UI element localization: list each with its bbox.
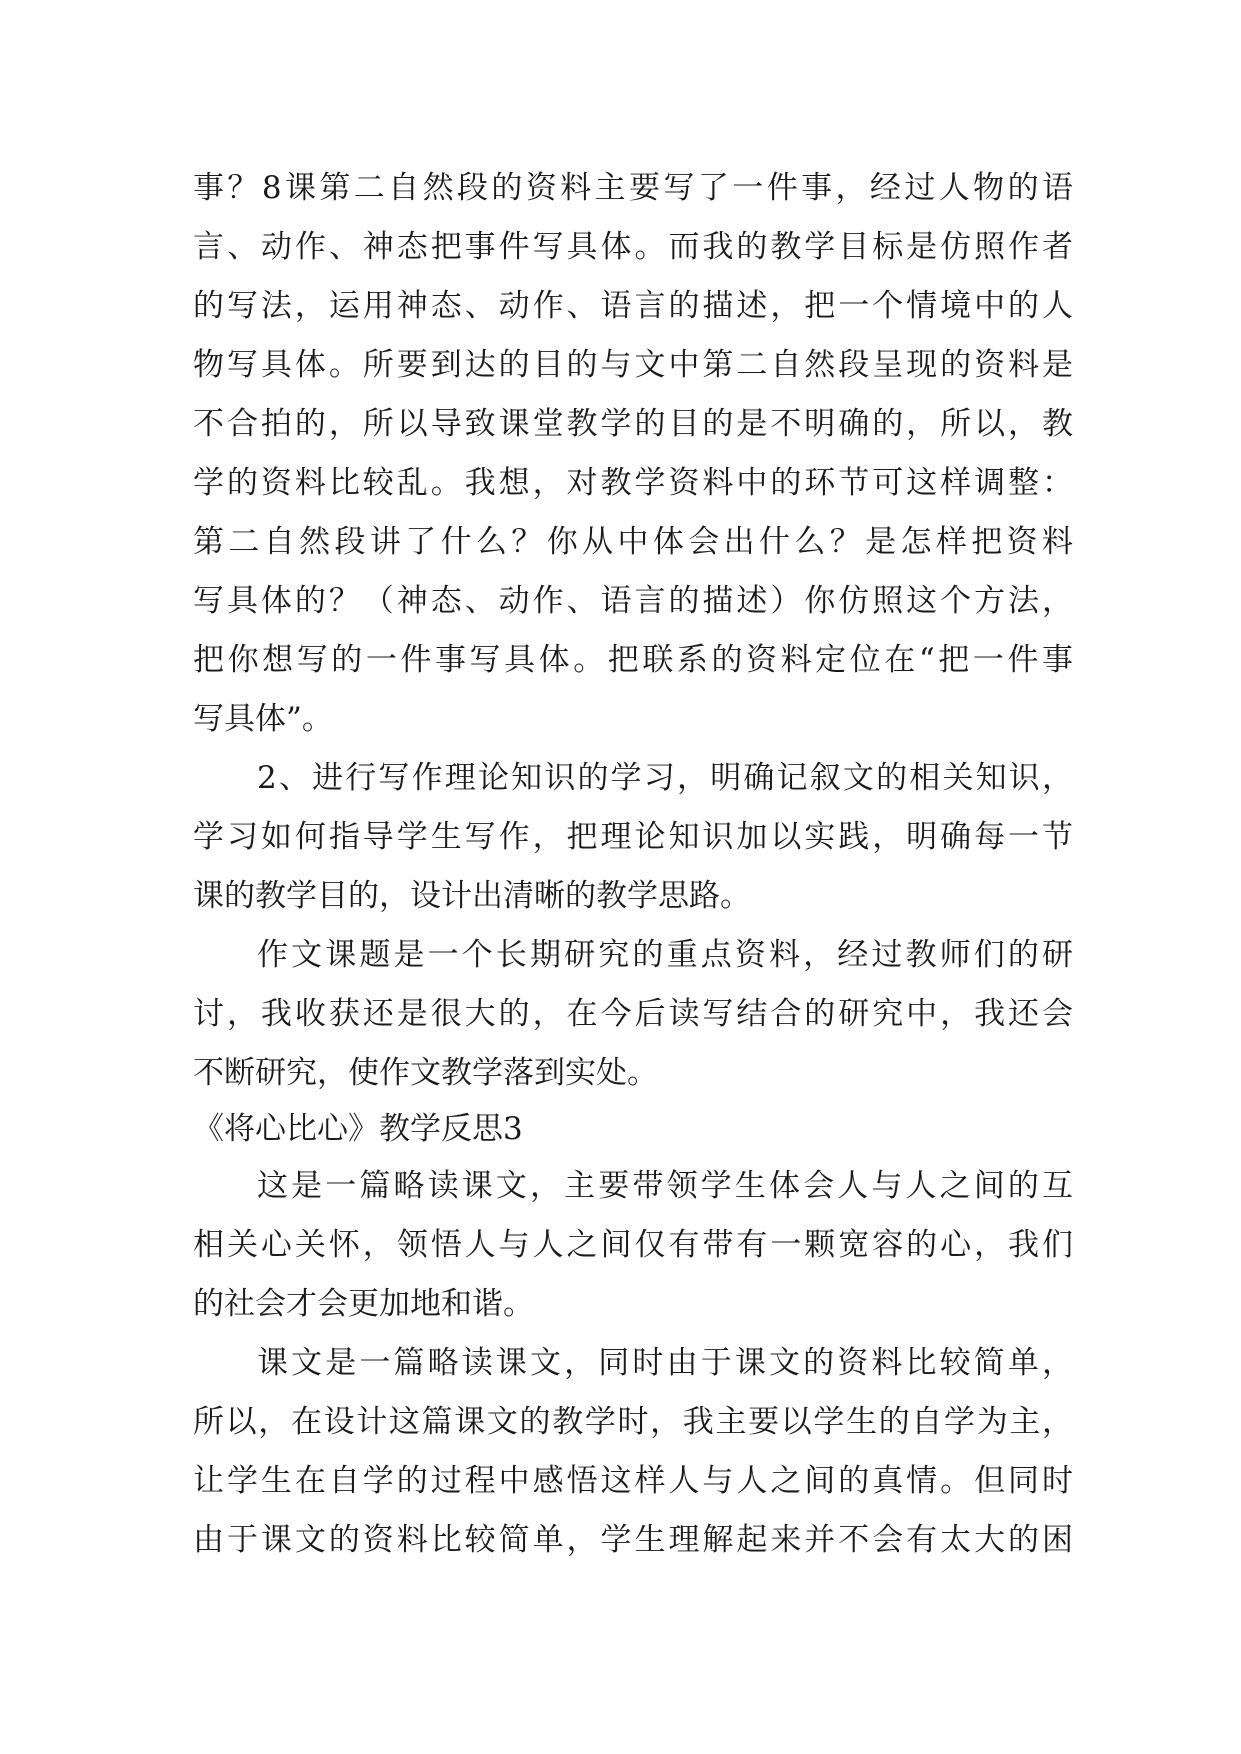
text-line: 讨，我收获还是很大的，在今后读写结合的研究中，我还会 — [193, 996, 1073, 1032]
text-line: 不断研究，使作文教学落到实处。 — [193, 1055, 658, 1091]
text-line: 学的资料比较乱。我想，对教学资料中的环节可这样调整： — [193, 465, 1073, 501]
text-line: 让学生在自学的过程中感悟这样人与人之间的真情。但同时 — [193, 1463, 1073, 1499]
paragraph-first-line: 2、进行写作理论知识的学习，明确记叙文的相关知识， — [257, 760, 1073, 796]
text-line: 由于课文的资料比较简单，学生理解起来并不会有太大的困 — [193, 1522, 1073, 1558]
text-line: 不合拍的，所以导致课堂教学的目的是不明确的，所以，教 — [193, 406, 1073, 442]
text-line: 言、动作、神态把事件写具体。而我的教学目标是仿照作者 — [193, 229, 1073, 265]
text-line: 物写具体。所要到达的目的与文中第二自然段呈现的资料是 — [193, 347, 1073, 383]
text-line: 所以，在设计这篇课文的教学时，我主要以学生的自学为主， — [193, 1404, 1073, 1440]
paragraph-first-line: 作文课题是一个长期研究的重点资料，经过教师们的研 — [257, 937, 1073, 973]
text-line: 事？8课第二自然段的资料主要写了一件事，经过人物的语 — [193, 170, 1073, 206]
text-line: 学习如何指导学生写作，把理论知识加以实践，明确每一节 — [193, 819, 1073, 855]
text-line: 相关心关怀，领悟人与人之间仅有带有一颗宽容的心，我们 — [193, 1227, 1073, 1263]
text-line: 的写法，运用神态、动作、语言的描述，把一个情境中的人 — [193, 288, 1073, 324]
text-line: 写具体的？（神态、动作、语言的描述）你仿照这个方法， — [193, 583, 1073, 619]
text-line: 的社会才会更加地和谐。 — [193, 1286, 534, 1322]
text-line: 写具体”。 — [193, 701, 333, 737]
text-line: 把你想写的一件事写具体。把联系的资料定位在“把一件事 — [193, 642, 1073, 678]
text-line: 第二自然段讲了什么？你从中体会出什么？是怎样把资料 — [193, 524, 1073, 560]
paragraph-first-line: 这是一篇略读课文，主要带领学生体会人与人之间的互 — [257, 1168, 1073, 1204]
text-line: 课的教学目的，设计出清晰的教学思路。 — [193, 878, 751, 914]
section-heading: 《将心比心》教学反思3 — [193, 1111, 523, 1147]
paragraph-first-line: 课文是一篇略读课文，同时由于课文的资料比较简单， — [257, 1345, 1073, 1381]
